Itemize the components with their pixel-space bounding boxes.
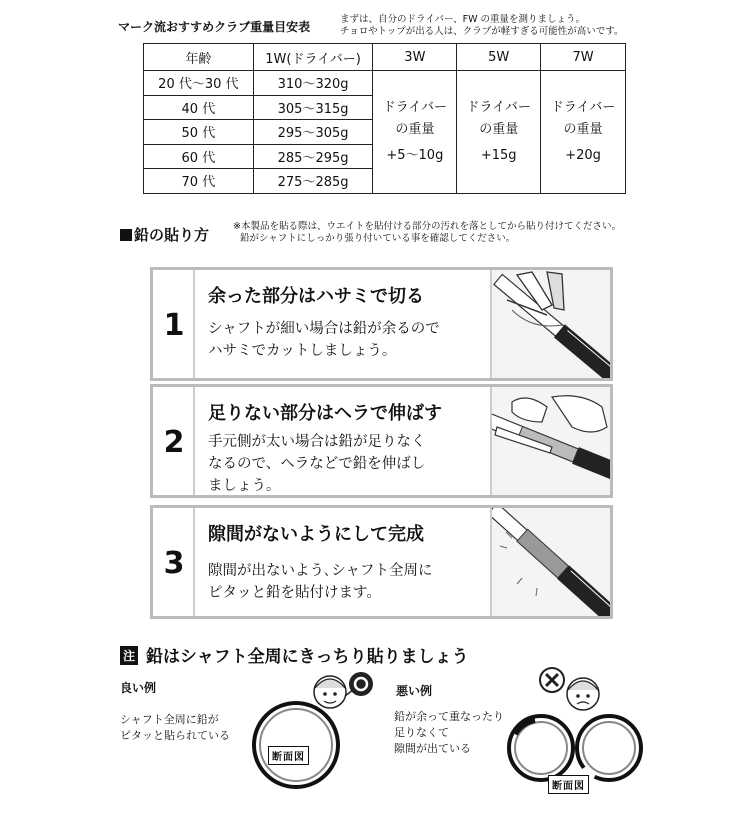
age-cell: 70 代: [144, 169, 254, 194]
fw-7w-value: +20g: [565, 147, 601, 163]
note-badge: 注: [120, 646, 138, 665]
fw-5w-cell: [457, 71, 541, 194]
fw-5w-line2: の重量: [479, 121, 519, 137]
bad-example-label: 悪い例: [396, 684, 433, 698]
driver-weight-cell: 305〜315g: [253, 95, 373, 120]
table-note: [340, 14, 623, 38]
spatula-stretch-illustration: [490, 387, 610, 495]
bad-example-person-illustration: [538, 666, 610, 716]
age-cell: 20 代〜30 代: [144, 71, 254, 96]
fw-7w-cell: [541, 71, 626, 194]
howto-note-line-2: 鉛がシャフトにしっかり張り付いている事を確認してください。: [240, 233, 516, 244]
header-age: 年齢: [144, 44, 254, 71]
table-note-line-2: チョロやトップが出る人は、クラブが軽すぎる可能性が高いです。: [340, 26, 624, 37]
driver-weight-cell: 285〜295g: [253, 144, 373, 169]
fw-3w-value: +5〜10g: [386, 147, 444, 163]
bad-desc-line: 足りなくて: [394, 726, 449, 739]
step-body-line: 隙間が出ないよう､シャフト全周に: [208, 563, 433, 579]
step-body: [208, 560, 488, 604]
bad-desc-line: 隙間が出ている: [394, 742, 471, 755]
step-body-line: シャフトが細い場合は鉛が余るので: [208, 321, 440, 337]
square-bullet-icon: [120, 229, 132, 241]
howto-note: [233, 221, 621, 245]
step-number: 1: [163, 308, 185, 343]
step-number-column: [153, 508, 195, 616]
step-body-line: ピタッと鉛を貼付けます。: [208, 585, 381, 601]
step-number-column: [153, 270, 195, 378]
bad-example-description: [394, 709, 504, 757]
good-desc-line: ピタッと貼られている: [120, 729, 230, 742]
header-driver: 1W(ドライバー): [253, 44, 373, 71]
step-body-line: ましょう。: [208, 478, 281, 494]
good-example-description: [120, 712, 230, 744]
fw-3w-cell: [373, 71, 457, 194]
howto-title-text: 鉛の貼り方: [134, 226, 210, 244]
bad-cross-section-label: 断面図: [548, 775, 589, 794]
step-body-line: 手元側が太い場合は鉛が足りなく: [208, 434, 426, 450]
note-heading: [120, 642, 469, 667]
step-3: [150, 505, 613, 619]
step-heading: 余った部分はハサミで切る: [208, 286, 424, 307]
good-example-label: 良い例: [120, 681, 157, 695]
table-note-line-1: まずは、自分のドライバー、FW の重量を測りましょう。: [340, 14, 586, 25]
table-row: [144, 71, 626, 96]
bad-desc-line: 鉛が余って重なったり: [394, 710, 504, 723]
bad-cross-section-rings: [505, 712, 645, 784]
fw-5w-line1: ドライバー: [466, 99, 531, 115]
howto-note-line-1: ※本製品を貼る際は、ウエイトを貼付ける部分の汚れを落としてから貼り付けてください。: [233, 221, 621, 232]
table-title: マーク流おすすめクラブ重量目安表: [118, 20, 311, 34]
step-number-column: [153, 387, 195, 495]
fw-3w-line2: の重量: [395, 121, 435, 137]
table-header-row: [144, 44, 626, 71]
step-body: [208, 318, 488, 362]
club-weight-table: [143, 43, 626, 194]
header-7w: 7W: [541, 44, 626, 71]
note-heading-text: 鉛はシャフト全周にきっちり貼りましょう: [146, 647, 469, 667]
driver-weight-cell: 275〜285g: [253, 169, 373, 194]
good-desc-line: シャフト全周に鉛が: [120, 713, 219, 726]
header-5w: 5W: [457, 44, 541, 71]
scissors-cut-illustration: [490, 270, 610, 378]
fw-3w-line1: ドライバー: [382, 99, 448, 115]
step-number: 3: [163, 546, 185, 581]
driver-weight-cell: 310〜320g: [253, 71, 373, 96]
age-cell: 40 代: [144, 95, 254, 120]
step-number: 2: [163, 425, 185, 460]
step-body: [208, 431, 488, 497]
finished-shaft-illustration: [490, 508, 610, 616]
header-3w: 3W: [373, 44, 457, 71]
step-heading: 足りない部分はヘラで伸ばす: [208, 403, 442, 424]
step-1: [150, 267, 613, 381]
step-body-line: なるので、ヘラなどで鉛を伸ばし: [208, 456, 426, 472]
good-cross-section-ring: [248, 697, 344, 793]
good-cross-section-label: 断面図: [268, 746, 309, 765]
howto-title: [120, 224, 209, 245]
driver-weight-cell: 295〜305g: [253, 120, 373, 145]
age-cell: 60 代: [144, 144, 254, 169]
fw-7w-line2: の重量: [563, 121, 603, 137]
step-2: [150, 384, 613, 498]
step-heading: 隙間がないようにして完成: [208, 524, 424, 545]
age-cell: 50 代: [144, 120, 254, 145]
fw-7w-line1: ドライバー: [550, 99, 616, 115]
fw-5w-value: +15g: [480, 147, 517, 163]
step-body-line: ハサミでカットしましょう。: [208, 343, 397, 359]
